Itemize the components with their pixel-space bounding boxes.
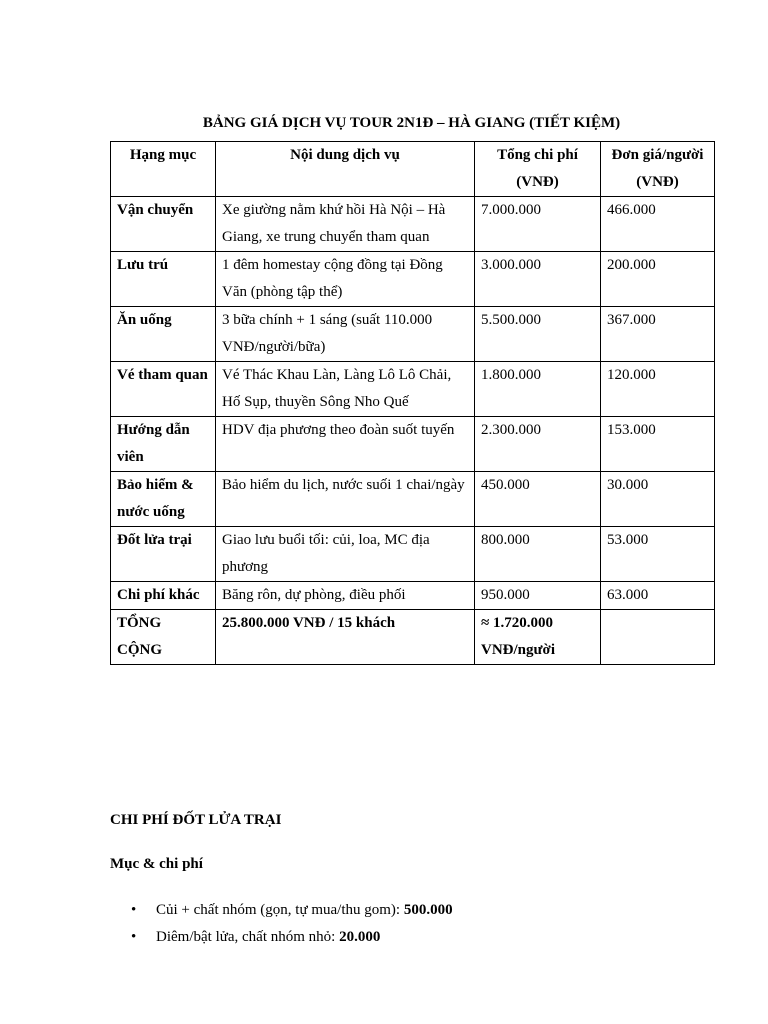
campfire-subtitle: Mục & chi phí [110, 856, 203, 872]
row-content: 1 đêm homestay cộng đồng tại Đồng Văn (phòng tập thể) [216, 252, 475, 307]
row-category: Hướng dẫn viên [111, 417, 216, 472]
row-total-cost: 7.000.000 [475, 197, 601, 252]
table-row [111, 197, 715, 252]
row-category: Lưu trú [111, 252, 216, 307]
table-row [111, 527, 715, 582]
table-header-row [111, 142, 715, 197]
row-category: Bảo hiểm & nước uống [111, 472, 216, 527]
row-content: Băng rôn, dự phòng, điều phối [216, 582, 475, 610]
bullet-icon: • [131, 902, 137, 918]
row-category: Chi phí khác [111, 582, 216, 610]
table-row [111, 582, 715, 610]
total-label: TỔNG CỘNG [111, 610, 216, 665]
row-per-person: 153.000 [601, 417, 715, 472]
table-row [111, 252, 715, 307]
row-per-person: 367.000 [601, 307, 715, 362]
row-total-cost: 450.000 [475, 472, 601, 527]
list-item-label: Diêm/bật lửa, chất nhóm nhỏ: [156, 929, 340, 945]
table-row [111, 472, 715, 527]
bullet-icon: • [131, 929, 137, 945]
table-row [111, 307, 715, 362]
row-per-person: 466.000 [601, 197, 715, 252]
row-per-person: 200.000 [601, 252, 715, 307]
list-item-amount: 500.000 [403, 902, 453, 918]
row-total-cost: 950.000 [475, 582, 601, 610]
campfire-section-title: CHI PHÍ ĐỐT LỬA TRẠI [110, 812, 282, 828]
row-total-cost: 1.800.000 [475, 362, 601, 417]
row-content: HDV địa phương theo đoàn suốt tuyến [216, 417, 475, 472]
list-item [110, 897, 453, 924]
total-content: 25.800.000 VNĐ / 15 khách [216, 610, 475, 665]
total-per-person-estimate: ≈ 1.720.000 VNĐ/người [475, 610, 601, 665]
row-category: Vé tham quan [111, 362, 216, 417]
total-empty-cell [601, 610, 715, 665]
row-per-person: 30.000 [601, 472, 715, 527]
row-total-cost: 3.000.000 [475, 252, 601, 307]
row-total-cost: 5.500.000 [475, 307, 601, 362]
campfire-cost-list [110, 897, 453, 951]
row-content: Giao lưu buổi tối: củi, loa, MC địa phương [216, 527, 475, 582]
table-row [111, 417, 715, 472]
row-total-cost: 800.000 [475, 527, 601, 582]
row-per-person: 63.000 [601, 582, 715, 610]
table-row [111, 362, 715, 417]
table-total-row [111, 610, 715, 665]
price-table [110, 141, 715, 665]
row-per-person: 53.000 [601, 527, 715, 582]
column-header: Nội dung dịch vụ [216, 142, 475, 197]
column-header: Đơn giá/người (VNĐ) [601, 142, 715, 197]
row-content: 3 bữa chính + 1 sáng (suất 110.000 VNĐ/người/bữa) [216, 307, 475, 362]
row-total-cost: 2.300.000 [475, 417, 601, 472]
row-category: Đốt lửa trại [111, 527, 216, 582]
row-content: Xe giường nằm khứ hồi Hà Nội – Hà Giang, xe trung chuyển tham quan [216, 197, 475, 252]
list-item-amount: 20.000 [339, 929, 381, 945]
row-content: Vé Thác Khau Làn, Làng Lô Lô Chải, Hố Sụp, thuyền Sông Nho Quế [216, 362, 475, 417]
row-category: Ăn uống [111, 307, 216, 362]
row-category: Vận chuyển [111, 197, 216, 252]
column-header: Hạng mục [111, 142, 216, 197]
list-item [110, 924, 453, 951]
document-title: BẢNG GIÁ DỊCH VỤ TOUR 2N1Đ – HÀ GIANG (TIẾT KIỆM) [202, 115, 621, 131]
list-item-label: Củi + chất nhóm (gọn, tự mua/thu gom): [156, 902, 404, 918]
column-header: Tổng chi phí (VNĐ) [475, 142, 601, 197]
row-content: Bảo hiểm du lịch, nước suối 1 chai/ngày [216, 472, 475, 527]
row-per-person: 120.000 [601, 362, 715, 417]
